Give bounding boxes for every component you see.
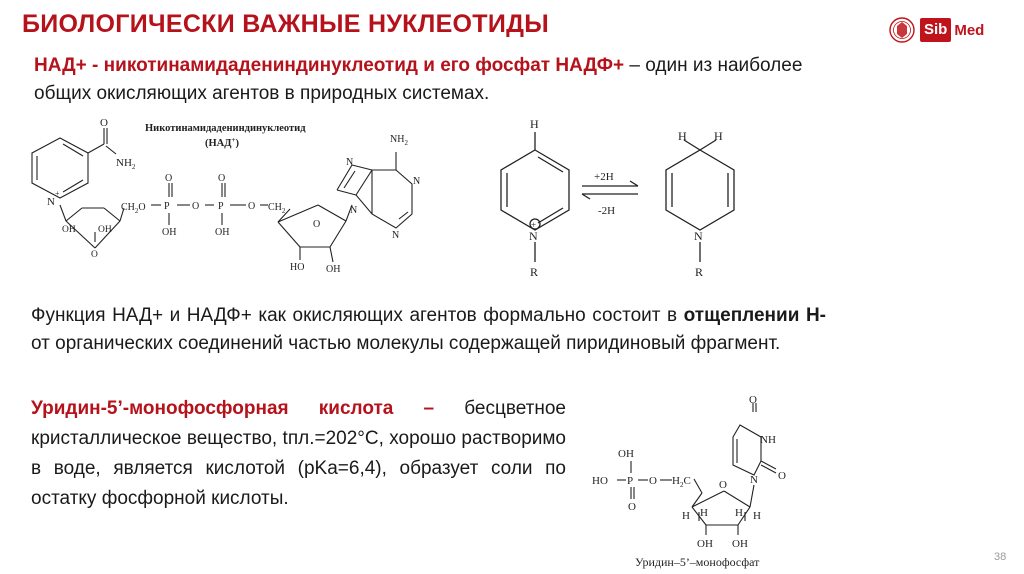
ribose1-oxygen: O	[91, 250, 98, 260]
uridine-paragraph	[31, 394, 566, 514]
ump-phosphate-oxygen: O	[628, 501, 636, 513]
adenine-n9: N	[350, 205, 358, 216]
ester-oxygen: O	[248, 201, 256, 212]
ch2-label-2: $CH_2$	[268, 202, 286, 215]
pyridinium-r-label: R	[530, 265, 539, 279]
ump-phosphate-ho: HO	[592, 475, 608, 487]
phosphate1-oh: OH	[162, 227, 177, 238]
intro-highlight: НАД+ - никотинамидадениндинуклеотид и его фосфат НАДФ+	[34, 55, 625, 76]
intro-rest: – один из наиболее общих окисляющих агентов в природных системах.	[34, 55, 803, 104]
phosphate2-oh: OH	[215, 227, 230, 238]
pyridine-nitrogen-label: N	[47, 196, 55, 208]
adenine-n3: N	[392, 230, 400, 241]
uridine-description: бесцветное кристаллическое вещество, tпл.=202°C, хорошо растворимо в воде, является кислотой (pKa=6,4), образует соли по остатку фосфорной кислоты.	[31, 398, 567, 509]
dihydro-n-label: N	[694, 229, 703, 243]
bridge-oxygen: O	[192, 201, 200, 212]
nad-caption-plus: +	[231, 136, 236, 144]
dihydro-r-label: R	[695, 265, 704, 279]
ump-structure-diagram	[580, 395, 820, 570]
reverse-reaction-label: -2H	[598, 205, 616, 217]
ump-oh-c3: OH	[697, 538, 713, 550]
logo-med: Med	[954, 21, 985, 39]
ump-h-c3: H	[700, 507, 708, 519]
ump-oh-c2: OH	[732, 538, 748, 550]
slide-title: БИОЛОГИЧЕСКИ ВАЖНЫЕ НУКЛЕОТИДЫ	[22, 10, 550, 38]
ump-h-c2: H	[735, 507, 743, 519]
phosphate1-oxygen: O	[165, 173, 173, 184]
adenine-nh2: $NH_2$	[390, 134, 408, 147]
ump-h-c1: H	[753, 510, 761, 522]
ribose2-ho: HO	[290, 262, 305, 273]
ump-uracil-o4: O	[749, 395, 757, 406]
pyridine-charge-label: +	[55, 189, 60, 198]
adenine-n1: N	[413, 176, 421, 187]
ribose2-oh: OH	[326, 264, 341, 275]
ump-uracil-n1: N	[750, 474, 758, 486]
function-bold: отщеплении Н-	[683, 305, 826, 326]
function-part1: Функция НАД+ и НАДФ+ как окисляющих агентов формально состоит в	[31, 305, 684, 326]
ribose1-oh-left: OH	[62, 225, 76, 235]
ump-uracil-o2: O	[778, 470, 786, 482]
ump-phosphate-oh: OH	[618, 448, 634, 460]
pyridinium-plus-label: +	[531, 220, 537, 230]
nad-caption-line2: (НАД	[205, 138, 232, 149]
forward-reaction-label: +2H	[594, 171, 614, 183]
ump-caption: Уридин–5’–монофосфат	[635, 555, 760, 569]
nad-caption-close: )	[235, 138, 239, 149]
amide-nh2-label: $NH_2$	[116, 157, 136, 171]
page-number: 38	[994, 551, 1007, 563]
ribose1-oh-right: OH	[98, 225, 112, 235]
adenine-n7: N	[346, 157, 354, 168]
dihydro-h-left: H	[678, 129, 687, 143]
phosphorus-1: P	[164, 201, 170, 212]
function-part2: от органических соединений частью молекулы содержащей пиридиновый фрагмент.	[31, 333, 781, 354]
pyridinium-n-label: N	[529, 229, 538, 243]
nad-caption-line1: Никотинамидадениндинуклеотид	[145, 123, 306, 134]
ch2o-label-1: $CH_2O$	[121, 202, 146, 215]
function-paragraph	[31, 302, 826, 358]
logo-sib: Sib	[920, 18, 951, 42]
uridine-highlight: Уридин-5’-монофосфорная кислота –	[31, 398, 435, 419]
ump-h2c-label: $H_2C$	[672, 475, 691, 489]
phosphorus-2: P	[218, 201, 224, 212]
ump-ribose-oxygen: O	[719, 479, 727, 491]
svg-text:(НАД+)	[205, 136, 239, 149]
pyridinium-h-label: H	[530, 117, 539, 131]
ump-ester-oxygen: O	[649, 475, 657, 487]
amide-oxygen-label: O	[100, 117, 108, 129]
ribose2-oxygen: O	[313, 219, 321, 230]
dihydro-h-right: H	[714, 129, 723, 143]
ump-uracil-nh: NH	[760, 434, 776, 446]
svg-text:Никотинамидадениндинуклеотид	[145, 123, 306, 134]
ump-phosphorus: P	[627, 475, 634, 487]
phosphate2-oxygen: O	[218, 173, 226, 184]
ump-h-c4: H	[682, 510, 690, 522]
